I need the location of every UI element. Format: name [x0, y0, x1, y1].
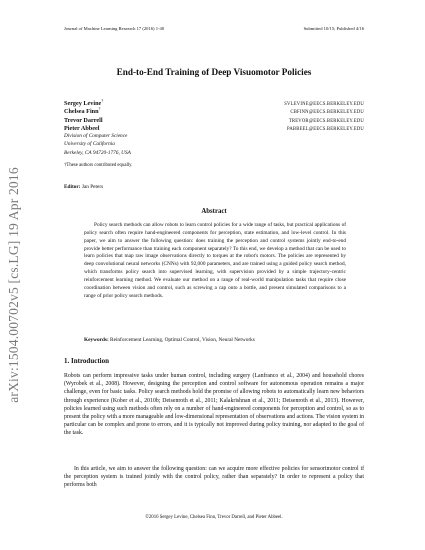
- running-header: [64, 26, 364, 31]
- paper-title: End-to-End Training of Deep Visuomotor Policies: [116, 67, 312, 77]
- intro-paragraph: In this article, we aim to answer the following question: can we acquire more effective policies for sensorimotor control if the perception system is trained jointly with the control policy, rather than separately? In order to represent a policy that performs both: [64, 466, 364, 489]
- author-email[interactable]: TREVOR@EECS.BERKELEY.EDU: [288, 118, 364, 124]
- copyright-notice: ©2016 Sergey Levine, Chelsea Finn, Trevor Darrell, and Pieter Abbeel.: [145, 515, 283, 520]
- affiliation: [64, 132, 131, 157]
- author-email[interactable]: CBFINN@EECS.BERKELEY.EDU: [290, 110, 364, 116]
- author-name: Trevor Darrell: [64, 116, 103, 124]
- editor-label: Editor:: [64, 184, 81, 190]
- keywords: [84, 337, 346, 343]
- author-row: [64, 123, 364, 131]
- author-email[interactable]: SVLEVINE@EECS.BERKELEY.EDU: [284, 102, 364, 108]
- author-row: [64, 98, 364, 106]
- author-block: [64, 98, 364, 131]
- affiliation-university: University of California: [64, 141, 115, 148]
- equal-contribution-note: †These authors contributed equally.: [64, 163, 133, 168]
- intro-paragraph: Robots can perform impressive tasks under human control, including surgery (Lanfranco et al., 2004) and household chores (Wyrobek et al., 2008). However, designing the perception and control software for autonomous operation remains a major challenge, even for basic tasks. Policy search methods hold the promise of allowing robots to automatically learn new behaviors through experience (Kober et al., 2010b; Deisenroth et al., 2011; Kalakrishnan et al., 2011; Deisenroth et al., 2013). However, policies learned using such methods often rely on a number of hand-engineered components for perception and control, so as to present the policy with a more manageable and low-dimensional representation of observations and actions. The vision system in particular can be complex and prone to errors, and it is typically not improved during policy training, nor adapted to the goal of the task.: [64, 373, 364, 437]
- editor-name: Jan Peters: [81, 184, 104, 190]
- author-name: Chelsea Finn†: [64, 106, 101, 116]
- affiliation-address: Berkeley, CA 94720-1776, USA: [64, 149, 131, 156]
- abstract-heading: Abstract: [201, 208, 227, 215]
- keywords-text: Reinforcement Learning, Optimal Control, Vision, Neural Networks: [110, 337, 255, 343]
- abstract-body: Policy search methods can allow robots to learn control policies for a wide range of tasks, but practical applications of policy search often require hand-engineered components for perception, state estimation, and low-level control. In this paper, we aim to answer the following question: does training the perception and control systems jointly end-to-end provide better performance than training each component separately? To this end, we develop a method that can be used to learn policies that map raw image observations directly to torques at the robot's motors. The policies are represented by deep convolutional neural networks (CNNs) with 92,000 parameters, and are trained using a guided policy search method, which transforms policy search into supervised learning, with supervision provided by a simple trajectory-centric reinforcement learning method. We evaluate our method on a range of real-world manipulation tasks that require close coordination between vision and control, such as screwing a cap onto a bottle, and present simulated comparisons to a range of prior policy search methods.: [84, 222, 346, 299]
- editor-line: [64, 184, 103, 190]
- author-name: Pieter Abbeel: [64, 124, 100, 132]
- arxiv-stamp: [4, 120, 24, 450]
- journal-citation: Journal of Machine Learning Research 17 (2016) 1-40: [64, 26, 165, 31]
- submission-dates: Submitted 10/15; Published 4/16: [303, 26, 364, 31]
- affiliation-division: Division of Computer Science: [64, 133, 128, 139]
- keywords-label: Keywords:: [84, 337, 109, 343]
- author-row: [64, 106, 364, 114]
- author-row: [64, 115, 364, 123]
- author-name: Sergey Levine†: [64, 98, 104, 108]
- section-heading: 1. Introduction: [64, 357, 109, 365]
- author-email[interactable]: PABBEEL@EECS.BERKELEY.EDU: [286, 126, 364, 132]
- arxiv-identifier: arXiv:1504.00702v5 [cs.LG] 19 Apr 2016: [6, 167, 22, 403]
